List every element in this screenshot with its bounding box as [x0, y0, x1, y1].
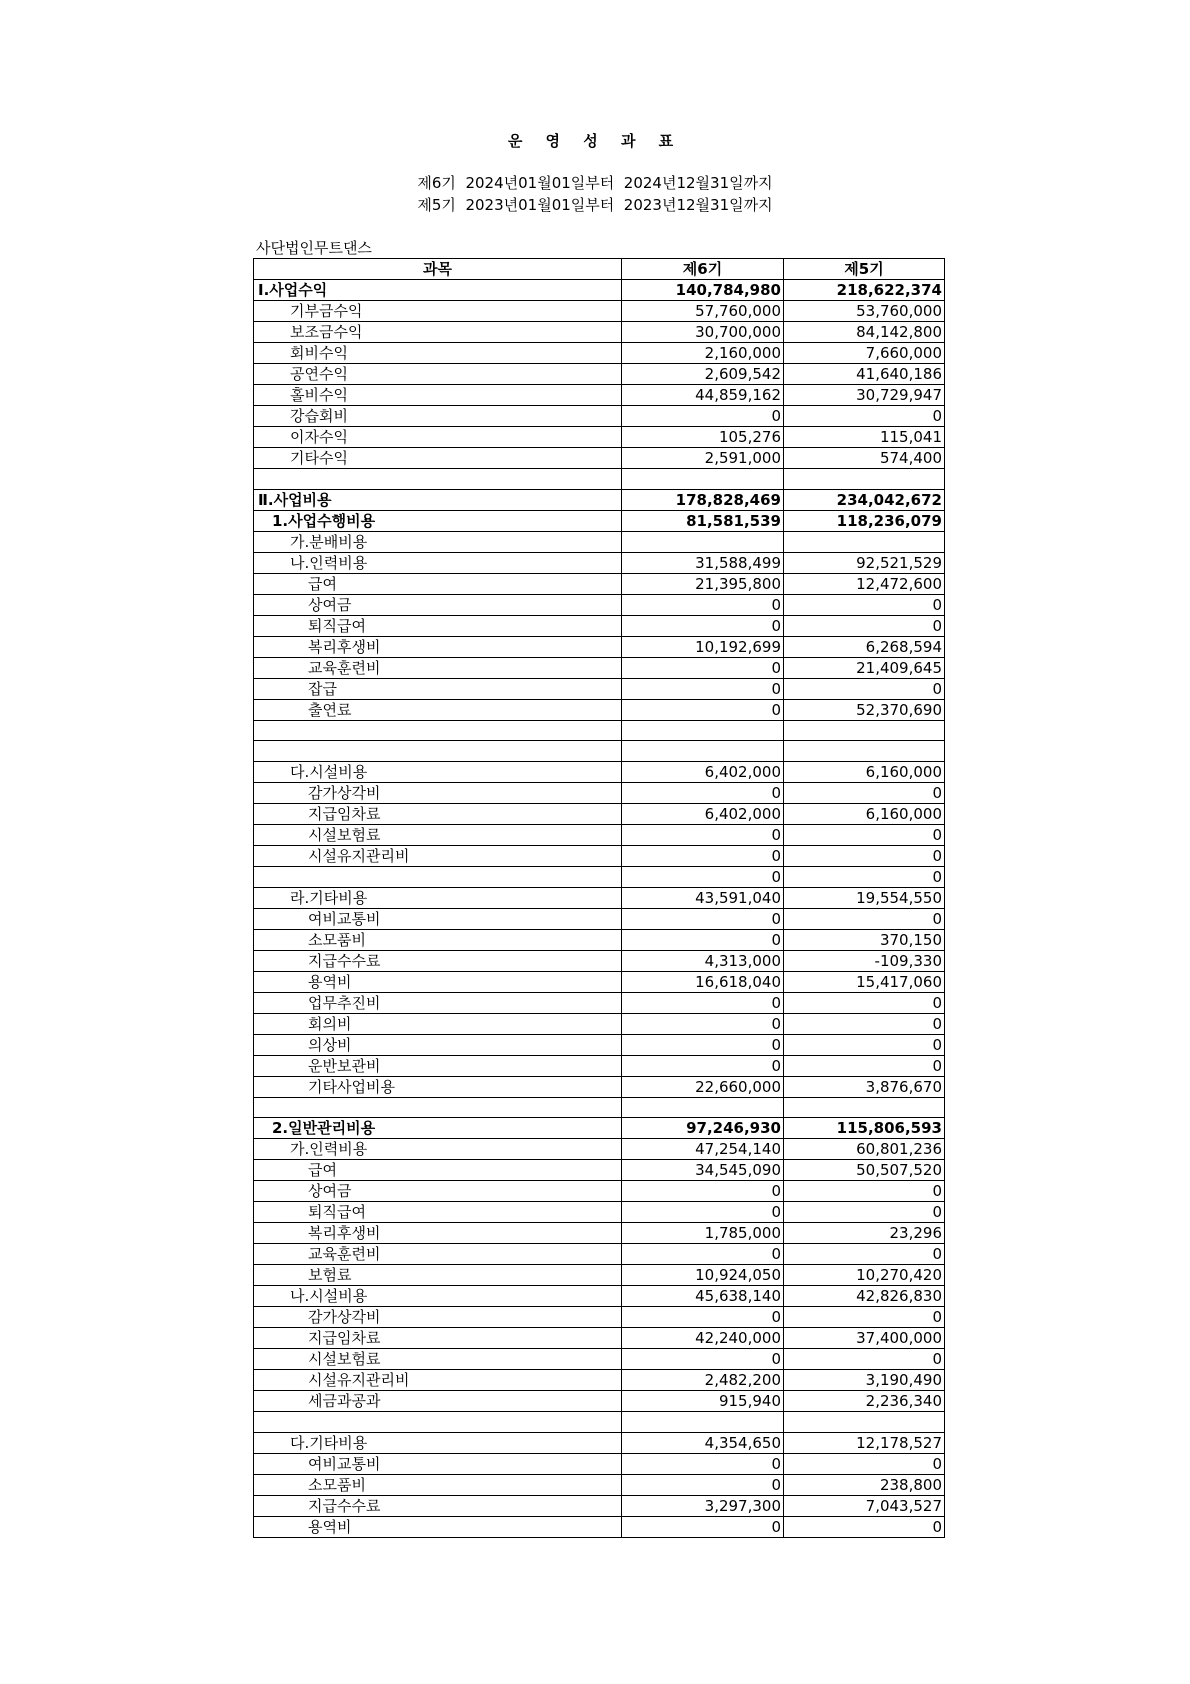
period-5-value-cell: 0 [784, 1202, 945, 1223]
account-name-cell: 급여 [254, 573, 622, 594]
period-5-value-cell: 7,660,000 [784, 343, 945, 364]
period-5-value-cell: 0 [784, 1244, 945, 1265]
period-current: 제6기 2024년01월01일부터 2024년12월31일까지 [417, 174, 773, 192]
table-row [254, 720, 945, 741]
period-6-value-cell [622, 469, 784, 490]
table-row [254, 1412, 945, 1433]
period-6-value-cell: 0 [622, 1453, 784, 1474]
account-name-cell: 퇴직급여 [254, 615, 622, 636]
account-name-cell: 홀비수익 [254, 385, 622, 406]
table-row [254, 699, 945, 720]
account-name-cell: 시설보험료 [254, 1349, 622, 1370]
account-name-cell: 복리후생비 [254, 1223, 622, 1244]
table-row [254, 971, 945, 992]
account-name-cell: 퇴직급여 [254, 1202, 622, 1223]
table-row [254, 908, 945, 929]
account-name-cell: 용역비 [254, 1516, 622, 1537]
period-6-value-cell: 0 [622, 1034, 784, 1055]
period-5-value-cell: 60,801,236 [784, 1139, 945, 1160]
period-6-value-cell: 34,545,090 [622, 1160, 784, 1181]
period-5-value-cell: 37,400,000 [784, 1328, 945, 1349]
period-6-value-cell: 0 [622, 406, 784, 427]
period-6-value-cell: 10,924,050 [622, 1265, 784, 1286]
period-5-value-cell: 15,417,060 [784, 971, 945, 992]
period-5-value-cell: 3,876,670 [784, 1076, 945, 1097]
table-row [254, 552, 945, 573]
period-6-value-cell: 2,591,000 [622, 448, 784, 469]
account-name-cell: 회의비 [254, 1013, 622, 1034]
period-5-value-cell: 0 [784, 845, 945, 866]
account-name-cell: 2.일반관리비용 [254, 1118, 622, 1139]
period-6-value-cell: 21,395,800 [622, 573, 784, 594]
period-6-value-cell: 140,784,980 [622, 280, 784, 301]
period-6-value-cell: 0 [622, 929, 784, 950]
period-6-value-cell: 0 [622, 782, 784, 803]
period-5-value-cell: 0 [784, 1516, 945, 1537]
period-6-value-cell: 178,828,469 [622, 489, 784, 510]
period-5-value-cell: 0 [784, 824, 945, 845]
account-name-cell: 공연수익 [254, 364, 622, 385]
account-name-cell: 출연료 [254, 699, 622, 720]
table-row [254, 741, 945, 762]
table-row [254, 887, 945, 908]
operating-results-table [253, 258, 945, 1538]
table-row [254, 678, 945, 699]
header-period-5: 제5기 [784, 259, 945, 280]
period-5-value-cell: 0 [784, 1453, 945, 1474]
period-6-value-cell: 47,254,140 [622, 1139, 784, 1160]
account-name-cell: 지급수수료 [254, 950, 622, 971]
table-row [254, 1013, 945, 1034]
period-6-value-cell: 0 [622, 1013, 784, 1034]
period-6-value-cell: 10,192,699 [622, 636, 784, 657]
period-6-value-cell: 0 [622, 1202, 784, 1223]
account-name-cell [254, 720, 622, 741]
account-name-cell: 용역비 [254, 971, 622, 992]
period-6-value-cell: 0 [622, 908, 784, 929]
table-row [254, 845, 945, 866]
table-row [254, 1516, 945, 1537]
table-row [254, 343, 945, 364]
period-5-value-cell [784, 1412, 945, 1433]
period-5-value-cell: 30,729,947 [784, 385, 945, 406]
table-row [254, 427, 945, 448]
account-name-cell: 소모품비 [254, 929, 622, 950]
account-name-cell [254, 1097, 622, 1118]
period-6-value-cell [622, 1097, 784, 1118]
period-5-value-cell: 115,041 [784, 427, 945, 448]
period-5-value-cell: 0 [784, 1181, 945, 1202]
period-5-value-cell: 41,640,186 [784, 364, 945, 385]
period-5-value-cell: 19,554,550 [784, 887, 945, 908]
table-row [254, 1244, 945, 1265]
period-6-value-cell: 22,660,000 [622, 1076, 784, 1097]
period-5-value-cell: 0 [784, 1307, 945, 1328]
table-row [254, 573, 945, 594]
report-title: 운 영 성 과 표 [507, 132, 683, 150]
account-name-cell: 업무추진비 [254, 992, 622, 1013]
period-6-value-cell: 42,240,000 [622, 1328, 784, 1349]
header-period-6: 제6기 [622, 259, 784, 280]
period-6-value-cell: 2,482,200 [622, 1370, 784, 1391]
table-row [254, 301, 945, 322]
table-row [254, 1202, 945, 1223]
period-6-value-cell: 0 [622, 699, 784, 720]
account-name-cell: 세금과공과 [254, 1391, 622, 1412]
account-name-cell: 소모품비 [254, 1474, 622, 1495]
period-5-value-cell: 0 [784, 866, 945, 887]
table-row [254, 824, 945, 845]
account-name-cell: 기타사업비용 [254, 1076, 622, 1097]
table-row [254, 1223, 945, 1244]
period-6-value-cell: 0 [622, 1055, 784, 1076]
account-name-cell: 시설보험료 [254, 824, 622, 845]
table-row [254, 1453, 945, 1474]
period-6-value-cell: 2,609,542 [622, 364, 784, 385]
account-name-cell: 의상비 [254, 1034, 622, 1055]
period-5-value-cell: 12,178,527 [784, 1432, 945, 1453]
table-row [254, 1160, 945, 1181]
period-5-value-cell: 234,042,672 [784, 489, 945, 510]
account-name-cell: 다.기타비용 [254, 1432, 622, 1453]
period-6-value-cell: 0 [622, 992, 784, 1013]
table-row [254, 469, 945, 490]
table-row [254, 1076, 945, 1097]
account-name-cell: 기부금수익 [254, 301, 622, 322]
table-row [254, 1118, 945, 1139]
table-row [254, 1349, 945, 1370]
table-row [254, 1139, 945, 1160]
period-6-value-cell: 45,638,140 [622, 1286, 784, 1307]
period-5-value-cell: 574,400 [784, 448, 945, 469]
table-row [254, 950, 945, 971]
table-row [254, 489, 945, 510]
period-6-value-cell: 0 [622, 615, 784, 636]
period-6-value-cell [622, 741, 784, 762]
account-name-cell [254, 1412, 622, 1433]
period-5-value-cell: 0 [784, 1349, 945, 1370]
period-5-value-cell: 50,507,520 [784, 1160, 945, 1181]
period-6-value-cell: 0 [622, 1516, 784, 1537]
period-5-value-cell [784, 531, 945, 552]
table-row [254, 657, 945, 678]
account-name-cell: 지급임차료 [254, 803, 622, 824]
table-row [254, 1432, 945, 1453]
period-6-value-cell: 0 [622, 594, 784, 615]
organization-name: 사단법인무트댄스 [256, 239, 372, 257]
period-6-value-cell: 0 [622, 1181, 784, 1202]
period-6-value-cell: 0 [622, 678, 784, 699]
period-5-value-cell: 6,268,594 [784, 636, 945, 657]
table-row [254, 636, 945, 657]
table-row [254, 406, 945, 427]
account-name-cell: Ⅰ.사업수익 [254, 280, 622, 301]
period-5-value-cell: 118,236,079 [784, 510, 945, 531]
period-6-value-cell: 6,402,000 [622, 761, 784, 782]
table-row [254, 1474, 945, 1495]
period-6-value-cell: 81,581,539 [622, 510, 784, 531]
table-row [254, 1370, 945, 1391]
table-row [254, 510, 945, 531]
period-5-value-cell [784, 741, 945, 762]
table-row [254, 1181, 945, 1202]
period-6-value-cell: 0 [622, 1474, 784, 1495]
table-row [254, 1286, 945, 1307]
period-5-value-cell: 21,409,645 [784, 657, 945, 678]
period-5-value-cell: 23,296 [784, 1223, 945, 1244]
account-name-cell: 교육훈련비 [254, 657, 622, 678]
period-5-value-cell: 0 [784, 992, 945, 1013]
period-6-value-cell: 0 [622, 824, 784, 845]
period-5-value-cell: 0 [784, 615, 945, 636]
period-5-value-cell: -109,330 [784, 950, 945, 971]
period-6-value-cell [622, 720, 784, 741]
table-row [254, 322, 945, 343]
account-name-cell: 나.인력비용 [254, 552, 622, 573]
period-6-value-cell: 4,313,000 [622, 950, 784, 971]
period-6-value-cell: 1,785,000 [622, 1223, 784, 1244]
period-6-value-cell: 31,588,499 [622, 552, 784, 573]
period-5-value-cell [784, 720, 945, 741]
account-name-cell: 복리후생비 [254, 636, 622, 657]
period-6-value-cell [622, 1412, 784, 1433]
account-name-cell: 감가상각비 [254, 782, 622, 803]
period-5-value-cell: 218,622,374 [784, 280, 945, 301]
period-6-value-cell: 97,246,930 [622, 1118, 784, 1139]
account-name-cell: 가.분배비용 [254, 531, 622, 552]
period-5-value-cell: 0 [784, 1013, 945, 1034]
table-row [254, 1391, 945, 1412]
period-6-value-cell: 57,760,000 [622, 301, 784, 322]
period-5-value-cell: 0 [784, 908, 945, 929]
period-5-value-cell: 3,190,490 [784, 1370, 945, 1391]
period-6-value-cell: 6,402,000 [622, 803, 784, 824]
period-5-value-cell: 10,270,420 [784, 1265, 945, 1286]
account-name-cell: 운반보관비 [254, 1055, 622, 1076]
period-5-value-cell: 0 [784, 678, 945, 699]
period-6-value-cell: 0 [622, 1307, 784, 1328]
header-account: 과목 [254, 259, 622, 280]
table-row [254, 1328, 945, 1349]
period-5-value-cell: 238,800 [784, 1474, 945, 1495]
account-name-cell: 보험료 [254, 1265, 622, 1286]
table-row [254, 280, 945, 301]
table-row [254, 531, 945, 552]
period-6-value-cell: 0 [622, 1244, 784, 1265]
period-6-value-cell: 2,160,000 [622, 343, 784, 364]
account-name-cell: 여비교통비 [254, 1453, 622, 1474]
account-name-cell: 급여 [254, 1160, 622, 1181]
period-5-value-cell: 7,043,527 [784, 1495, 945, 1516]
table-row [254, 385, 945, 406]
account-name-cell: 상여금 [254, 1181, 622, 1202]
account-name-cell: 보조금수익 [254, 322, 622, 343]
account-name-cell: 나.시설비용 [254, 1286, 622, 1307]
account-name-cell: 라.기타비용 [254, 887, 622, 908]
period-5-value-cell: 53,760,000 [784, 301, 945, 322]
account-name-cell: 다.시설비용 [254, 761, 622, 782]
account-name-cell: 시설유지관리비 [254, 845, 622, 866]
period-5-value-cell: 2,236,340 [784, 1391, 945, 1412]
table-row [254, 1034, 945, 1055]
table-row [254, 1265, 945, 1286]
account-name-cell: 기타수익 [254, 448, 622, 469]
table-row [254, 1307, 945, 1328]
account-name-cell: 시설유지관리비 [254, 1370, 622, 1391]
period-6-value-cell: 16,618,040 [622, 971, 784, 992]
table-row [254, 782, 945, 803]
account-name-cell: 지급임차료 [254, 1328, 622, 1349]
account-name-cell: 이자수익 [254, 427, 622, 448]
period-5-value-cell: 92,521,529 [784, 552, 945, 573]
table-row [254, 615, 945, 636]
account-name-cell [254, 469, 622, 490]
period-6-value-cell: 105,276 [622, 427, 784, 448]
table-row [254, 448, 945, 469]
account-name-cell: 지급수수료 [254, 1495, 622, 1516]
account-name-cell: 강습회비 [254, 406, 622, 427]
table-row [254, 1097, 945, 1118]
period-6-value-cell: 44,859,162 [622, 385, 784, 406]
account-name-cell: 교육훈련비 [254, 1244, 622, 1265]
period-5-value-cell: 6,160,000 [784, 761, 945, 782]
period-5-value-cell: 0 [784, 1055, 945, 1076]
period-5-value-cell [784, 1097, 945, 1118]
period-5-value-cell: 52,370,690 [784, 699, 945, 720]
period-5-value-cell: 0 [784, 594, 945, 615]
period-6-value-cell: 30,700,000 [622, 322, 784, 343]
period-5-value-cell: 6,160,000 [784, 803, 945, 824]
table-header-row [254, 259, 945, 280]
period-6-value-cell [622, 531, 784, 552]
account-name-cell [254, 866, 622, 887]
period-5-value-cell: 115,806,593 [784, 1118, 945, 1139]
period-5-value-cell: 370,150 [784, 929, 945, 950]
account-name-cell: 상여금 [254, 594, 622, 615]
period-5-value-cell: 0 [784, 1034, 945, 1055]
account-name-cell: 여비교통비 [254, 908, 622, 929]
account-name-cell [254, 741, 622, 762]
period-5-value-cell: 12,472,600 [784, 573, 945, 594]
table-row [254, 1495, 945, 1516]
period-5-value-cell: 0 [784, 406, 945, 427]
table-row [254, 866, 945, 887]
period-5-value-cell: 42,826,830 [784, 1286, 945, 1307]
table-row [254, 594, 945, 615]
period-6-value-cell: 4,354,650 [622, 1432, 784, 1453]
period-5-value-cell: 0 [784, 782, 945, 803]
table-row [254, 1055, 945, 1076]
period-6-value-cell: 0 [622, 845, 784, 866]
period-6-value-cell: 0 [622, 657, 784, 678]
period-6-value-cell: 43,591,040 [622, 887, 784, 908]
account-name-cell: 회비수익 [254, 343, 622, 364]
table-row [254, 992, 945, 1013]
period-6-value-cell: 915,940 [622, 1391, 784, 1412]
period-6-value-cell: 0 [622, 1349, 784, 1370]
table-body [254, 280, 945, 1538]
account-name-cell: 가.인력비용 [254, 1139, 622, 1160]
period-6-value-cell: 3,297,300 [622, 1495, 784, 1516]
table-row [254, 364, 945, 385]
table-row [254, 803, 945, 824]
period-previous: 제5기 2023년01월01일부터 2023년12월31일까지 [417, 196, 773, 214]
account-name-cell: 1.사업수행비용 [254, 510, 622, 531]
account-name-cell: 잡급 [254, 678, 622, 699]
table-row [254, 929, 945, 950]
account-name-cell: Ⅱ.사업비용 [254, 489, 622, 510]
table-row [254, 761, 945, 782]
period-5-value-cell [784, 469, 945, 490]
period-6-value-cell: 0 [622, 866, 784, 887]
account-name-cell: 감가상각비 [254, 1307, 622, 1328]
period-5-value-cell: 84,142,800 [784, 322, 945, 343]
